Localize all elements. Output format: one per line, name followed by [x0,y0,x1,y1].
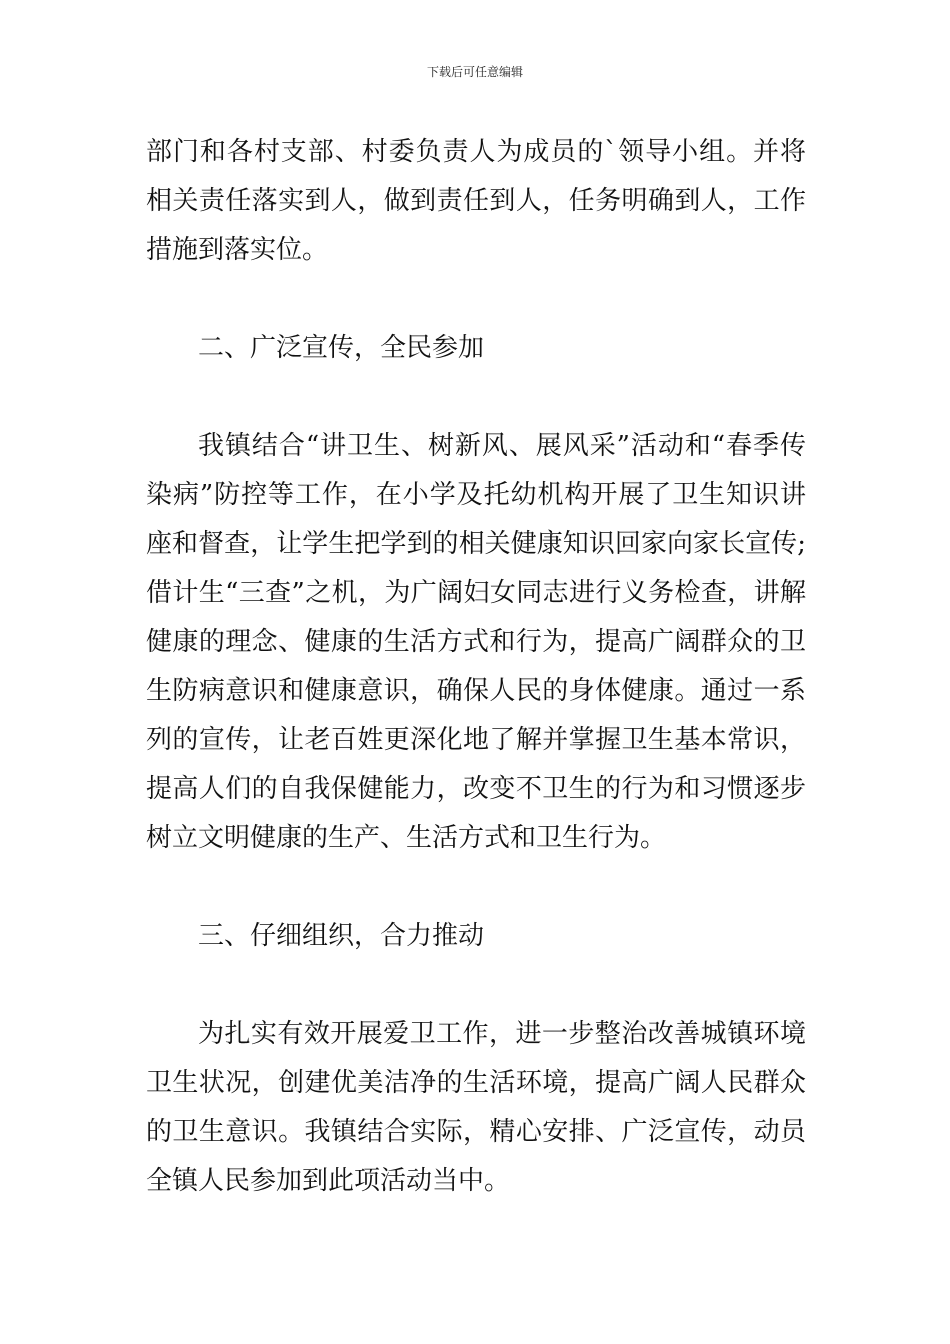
paragraph-organization: 为扎实有效开展爱卫工作，进一步整治改善城镇环境卫生状况，创建优美洁净的生活环境，提高广阔人民群众的卫生意识。我镇结合实际，精心安排、广泛宣传，动员全镇人民参加到此项活动当中。 [146,1019,806,1196]
document-body [146,128,806,1206]
paragraph-gap [146,373,806,422]
paragraph-publicity: 我镇结合“讲卫生、树新风、展风采”活动和“春季传染病”防控等工作，在小学及托幼机构开展了卫生知识讲座和督查，让学生把学到的相关健康知识回家向家长宣传;借计生“三查”之机，为广阔妇女同志进行义务检查，讲解健康的理念、健康的生活方式和行为，提高广阔群众的卫生防病意识和健康意识，确保人民的身体健康。通过一系列的宣传，让老百姓更深化地了解并掌握卫生基本常识，提高人们的自我保健能力，改变不卫生的行为和习惯逐步树立文明健康的生产、生活方式和卫生行为。 [146,431,806,853]
page-header-note: 下载后可任意编辑 [426,65,523,79]
paragraph-gap [146,863,806,912]
paragraph-gap [146,275,806,324]
paragraph-leadership-group: 部门和各村支部、村委负责人为成员的`领导小组。并将相关责任落实到人，做到责任到人，任务明确到人，工作措施到落实位。 [146,137,806,265]
paragraph-gap [146,961,806,1010]
section-heading-publicity: 二、广泛宣传，全民参加 [198,333,485,363]
section-heading-organization: 三、仔细组织，合力推动 [198,921,485,951]
